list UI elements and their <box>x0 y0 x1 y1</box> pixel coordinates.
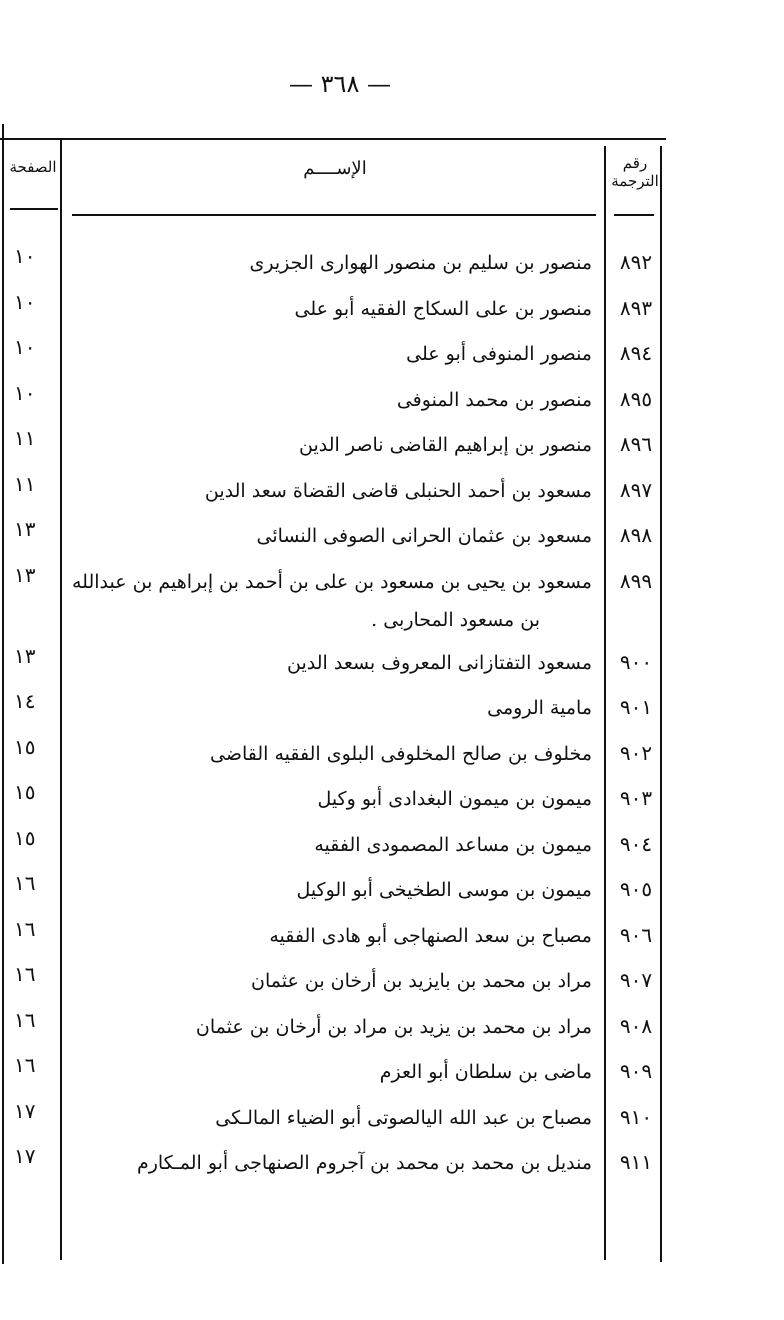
row-entry-number: ٨٩٣ <box>619 295 653 320</box>
row-name-text: مصباح بن سعد الصنهاجى أبو هادى الفقيه <box>269 924 592 947</box>
table-row <box>0 426 670 472</box>
row-entry-number: ٨٩٥ <box>619 386 653 411</box>
row-entry-number: ٩٠٩ <box>619 1059 653 1083</box>
row-name <box>66 381 592 419</box>
row-page: ١٥ <box>14 734 36 759</box>
row-entry-number: ٩٠٤ <box>619 831 653 856</box>
row-name-text: منصور بن سليم بن منصور الهوارى الجزيرى <box>249 252 592 274</box>
header-page: الصفحة <box>9 158 57 176</box>
row-page: ١٦ <box>14 1007 36 1032</box>
index-table <box>0 124 670 1274</box>
table-row <box>0 517 670 563</box>
table-row <box>0 689 670 735</box>
row-name <box>66 871 592 909</box>
table-row <box>0 244 670 290</box>
row-entry-number: ٨٩٤ <box>619 341 653 365</box>
row-name-text: مراد بن محمد بن بايزيد بن أرخان بن عثمان <box>251 970 592 992</box>
row-name <box>66 1008 592 1046</box>
row-page: ١٣ <box>14 562 36 587</box>
row-entry-number: ٩٠٧ <box>619 968 653 992</box>
table-row <box>0 780 670 826</box>
row-name <box>66 426 592 464</box>
row-page: ١٦ <box>14 871 36 895</box>
row-page: ١٧ <box>14 1098 36 1123</box>
row-name-text: منصور بن إبراهيم القاضى ناصر الدين <box>299 434 592 456</box>
row-page: ١٣ <box>14 517 36 541</box>
row-name-text: مامية الرومى <box>487 697 592 719</box>
row-page: ١٥ <box>14 825 36 850</box>
table-row <box>0 1008 670 1054</box>
row-page: ١٤ <box>14 689 36 713</box>
row-page: ١٠ <box>14 244 36 268</box>
row-name <box>66 644 592 682</box>
row-name <box>66 780 592 818</box>
header-name: الإســــم <box>303 158 367 179</box>
row-name <box>66 244 592 282</box>
table-row <box>0 1099 670 1145</box>
row-name <box>66 517 592 555</box>
row-entry-number: ٩٠٦ <box>619 922 653 947</box>
table-row <box>0 563 670 644</box>
row-name-continuation: بن مسعود المحاربى . <box>371 608 540 631</box>
row-entry-number: ٩٠٥ <box>619 877 653 901</box>
row-page: ١٥ <box>14 780 36 804</box>
row-name <box>66 962 592 1000</box>
row-name <box>66 1099 592 1137</box>
row-name-text: ماضى بن سلطان أبو العزم <box>379 1061 592 1083</box>
table-row <box>0 381 670 427</box>
row-name-text: مسعود بن يحيى بن مسعود بن على بن أحمد بن إبراهيم بن عبدالله <box>71 570 592 593</box>
row-page: ١٦ <box>14 916 36 941</box>
row-name <box>66 689 592 727</box>
page-number: — ٣٦٨ — <box>289 70 391 98</box>
row-entry-number: ٨٩٩ <box>619 568 653 593</box>
row-name-text: منديل بن محمد بن محمد بن آجروم الصنهاجى أبو المـكارم <box>136 1152 592 1174</box>
row-name-text: ميمون بن ميمون البغدادى أبو وكيل <box>317 788 592 810</box>
row-entry-number: ٩٠٢ <box>619 740 653 765</box>
row-page: ١٧ <box>14 1144 36 1168</box>
number-header-underline <box>614 214 654 216</box>
table-row <box>0 826 670 872</box>
table-row <box>0 1053 670 1099</box>
table-row <box>0 335 670 381</box>
row-name <box>66 1144 592 1182</box>
row-name-text: منصور المنوفى أبو على <box>406 343 592 365</box>
row-entry-number: ٩٠٠ <box>619 649 653 674</box>
row-name <box>66 735 592 773</box>
row-name <box>66 826 592 864</box>
row-name-text: مسعود التفتازانى المعروف بسعد الدين <box>287 651 592 674</box>
table-row <box>0 735 670 781</box>
row-entry-number: ٩٠١ <box>619 695 653 719</box>
table-body <box>0 244 670 1190</box>
row-page: ١٠ <box>14 289 36 314</box>
row-name <box>66 1053 592 1091</box>
row-page: ١١ <box>14 426 36 450</box>
page-header-underline <box>10 208 58 210</box>
table-top-rule <box>0 138 666 140</box>
table-row <box>0 472 670 518</box>
row-name <box>66 917 592 955</box>
table-row <box>0 290 670 336</box>
row-name-text: مسعود بن عثمان الحرانى الصوفى النسائى <box>256 525 592 547</box>
row-name-text: مراد بن محمد بن يزيد بن مراد بن أرخان بن عثمان <box>195 1015 592 1038</box>
table-row <box>0 962 670 1008</box>
row-name-text: ميمون بن موسى الطخيخى أبو الوكيل <box>296 879 592 901</box>
row-name-text: مخلوف بن صالح المخلوفى البلوى الفقيه القاضى <box>210 742 592 765</box>
row-entry-number: ٩٠٣ <box>619 786 653 810</box>
table-row <box>0 871 670 917</box>
name-header-underline <box>72 214 596 216</box>
row-name-text: منصور بن على السكاج الفقيه أبو على <box>294 297 592 320</box>
row-name <box>66 290 592 328</box>
row-page: ١١ <box>14 471 36 496</box>
row-page: ١٦ <box>14 1053 36 1077</box>
row-page: ١٦ <box>14 962 36 986</box>
row-name <box>66 563 592 639</box>
row-entry-number: ٨٩٧ <box>619 477 653 502</box>
header-number: رقم الترجمة <box>611 154 659 190</box>
row-entry-number: ٨٩٨ <box>619 523 653 547</box>
row-name <box>66 335 592 373</box>
row-name-text: مصباح بن عبد الله اليالصوتى أبو الضياء المالـكى <box>215 1106 592 1129</box>
row-page: ١٠ <box>14 380 36 405</box>
table-row <box>0 644 670 690</box>
table-row <box>0 1144 670 1190</box>
row-page: ١٠ <box>14 335 36 359</box>
row-entry-number: ٩١١ <box>619 1150 653 1174</box>
row-name-text: منصور بن محمد المنوفى <box>396 388 592 411</box>
row-name <box>66 472 592 510</box>
row-page: ١٣ <box>14 643 36 668</box>
row-entry-number: ٩١٠ <box>619 1104 653 1129</box>
row-entry-number: ٩٠٨ <box>619 1013 653 1038</box>
row-name-text: ميمون بن مساعد المصمودى الفقيه <box>314 833 592 856</box>
table-row <box>0 917 670 963</box>
row-name-text: مسعود بن أحمد الحنبلى قاضى القضاة سعد الدين <box>204 479 592 502</box>
row-entry-number: ٨٩٦ <box>619 432 653 456</box>
row-entry-number: ٨٩٢ <box>619 250 653 274</box>
